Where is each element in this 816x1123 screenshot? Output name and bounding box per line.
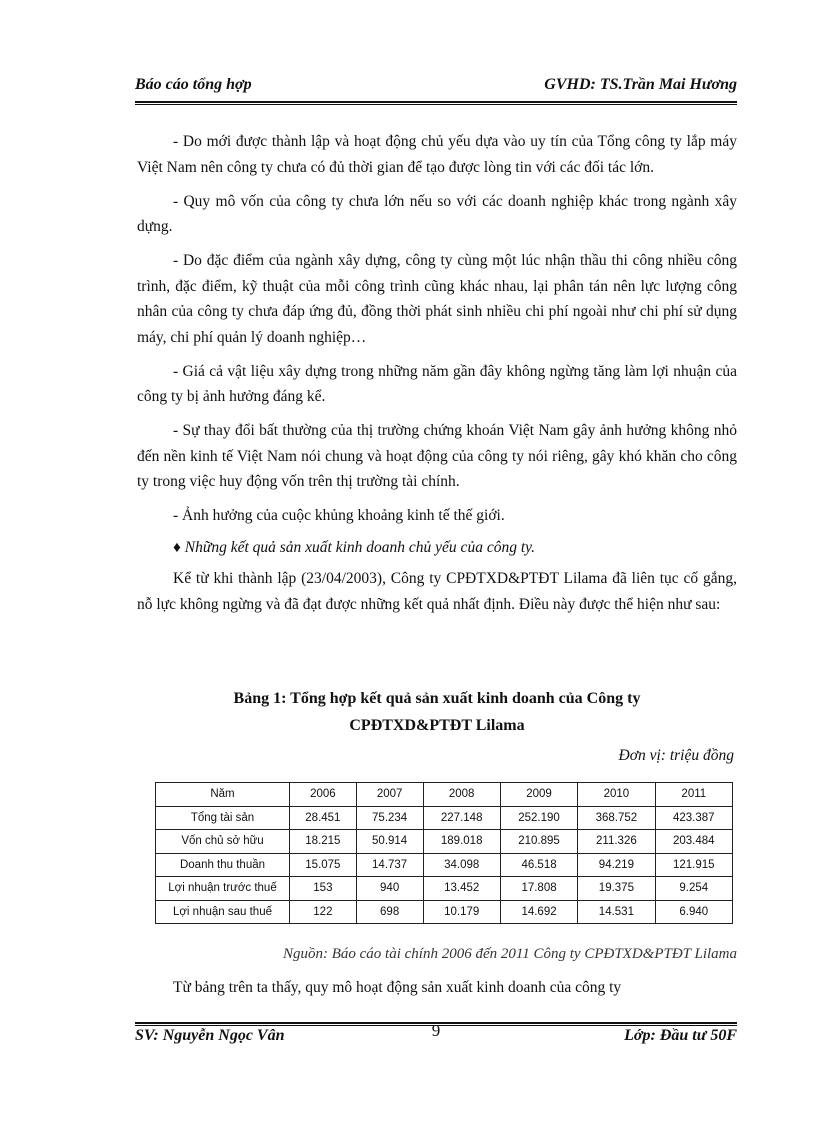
paragraph: - Sự thay đổi bất thường của thị trường chứng khoán Việt Nam gây ảnh hưởng không nhỏ đến nền kinh tế Việt Nam nói chung và hoạt động của công ty nói riêng, gây khó khăn cho công ty trong việc huy động vốn trên thị trường tài chính.	[137, 422, 737, 490]
table-row	[156, 830, 733, 854]
row-label: Tổng tài sản	[156, 806, 290, 830]
row-label: Doanh thu thuần	[156, 853, 290, 877]
table-header-cell: Năm	[156, 783, 290, 807]
table-cell: 94.219	[578, 853, 655, 877]
row-label: Lợi nhuận trước thuế	[156, 877, 290, 901]
table-header-cell: 2006	[290, 783, 357, 807]
table-header-cell: 2008	[423, 783, 500, 807]
table-cell: 13.452	[423, 877, 500, 901]
body-text	[137, 129, 737, 626]
unit-label: Đơn vị: triệu đồng	[618, 747, 734, 764]
table-header-cell: 2010	[578, 783, 655, 807]
footer-class: Lớp: Đầu tư 50F	[624, 1027, 737, 1044]
paragraph: - Giá cả vật liệu xây dựng trong những năm gần đây không ngừng tăng làm lợi nhuận của công ty bị ảnh hưởng đáng kể.	[137, 362, 737, 405]
table-source: Nguồn: Báo cáo tài chính 2006 đến 2011 Công ty CPĐTXD&PTĐT Lilama	[282, 946, 737, 962]
table-cell: 28.451	[290, 806, 357, 830]
table-header-cell: 2011	[655, 783, 732, 807]
results-table	[155, 782, 733, 924]
table-cell: 15.075	[290, 853, 357, 877]
paragraph: - Ảnh hưởng của cuộc khủng khoảng kinh tế thế giới.	[173, 507, 505, 524]
table-cell: 153	[290, 877, 357, 901]
table-caption-line1: Bảng 1: Tổng hợp kết quả sản xuất kinh doanh của Công ty	[233, 690, 641, 707]
paragraph: - Do mới được thành lập và hoạt động chủ yếu dựa vào uy tín của Tổng công ty lắp máy Việt Nam nên công ty chưa có đủ thời gian để tạo được lòng tin với các đối tác lớn.	[137, 133, 737, 176]
table-row	[156, 853, 733, 877]
table-cell: 19.375	[578, 877, 655, 901]
table-cell: 6.940	[655, 900, 732, 924]
table-cell: 121.915	[655, 853, 732, 877]
table-cell: 14.531	[578, 900, 655, 924]
header-report-title: Báo cáo tổng hợp	[135, 76, 252, 93]
table-cell: 14.737	[356, 853, 423, 877]
table-cell: 50.914	[356, 830, 423, 854]
table-caption-line2: CPĐTXD&PTĐT Lilama	[349, 717, 525, 734]
table-cell: 34.098	[423, 853, 500, 877]
table-cell: 75.234	[356, 806, 423, 830]
table-cell: 227.148	[423, 806, 500, 830]
page-number: 9	[431, 1021, 441, 1040]
table-cell: 368.752	[578, 806, 655, 830]
table-cell: 14.692	[500, 900, 577, 924]
table-cell: 211.326	[578, 830, 655, 854]
row-label: Lợi nhuận sau thuế	[156, 900, 290, 924]
header-supervisor: GVHD: TS.Trần Mai Hương	[544, 76, 737, 93]
table-cell: 423.387	[655, 806, 732, 830]
table-cell: 46.518	[500, 853, 577, 877]
table-row	[156, 877, 733, 901]
table-cell: 18.215	[290, 830, 357, 854]
table-cell: 210.895	[500, 830, 577, 854]
table-header-cell: 2009	[500, 783, 577, 807]
footer-student: SV: Nguyễn Ngọc Vân	[135, 1027, 285, 1044]
table-cell: 10.179	[423, 900, 500, 924]
table-header-cell: 2007	[356, 783, 423, 807]
table-row	[156, 900, 733, 924]
table-cell: 122	[290, 900, 357, 924]
paragraph: - Quy mô vốn của công ty chưa lớn nếu so với các doanh nghiệp khác trong ngành xây dựng.	[137, 192, 737, 235]
intro-paragraph: Kể từ khi thành lập (23/04/2003), Công ty CPĐTXD&PTĐT Lilama đã liên tục cố gắng, nỗ lực không ngừng và đã đạt được những kết quả nhất định. Điều này được thể hiện như sau:	[137, 570, 737, 613]
table-cell: 203.484	[655, 830, 732, 854]
paragraph: - Do đặc điểm của ngành xây dựng, công ty cùng một lúc nhận thầu thi công nhiều công trình, đặc điểm, kỹ thuật của mỗi công trình cũng khác nhau, lại phân tán nên lực lượng công nhân của công ty chưa đáp ứng đủ, đồng thời phát sinh nhiều chi phí ngoài như chi phí sử dụng máy, chi phí quản lý doanh nghiệp…	[137, 252, 737, 346]
table-cell: 189.018	[423, 830, 500, 854]
table-row	[156, 806, 733, 830]
table-cell: 252.190	[500, 806, 577, 830]
table-cell: 9.254	[655, 877, 732, 901]
table-header-row	[156, 783, 733, 807]
table-cell: 940	[356, 877, 423, 901]
section-heading: ♦ Những kết quả sản xuất kinh doanh chủ yếu của công ty.	[173, 538, 536, 556]
page-header	[135, 76, 737, 98]
paragraph: Từ bảng trên ta thấy, quy mô hoạt động sản xuất kinh doanh của công ty	[173, 979, 622, 996]
page-footer	[135, 1021, 737, 1049]
header-rule	[135, 101, 737, 105]
table-cell: 17.808	[500, 877, 577, 901]
table-cell: 698	[356, 900, 423, 924]
row-label: Vốn chủ sở hữu	[156, 830, 290, 854]
